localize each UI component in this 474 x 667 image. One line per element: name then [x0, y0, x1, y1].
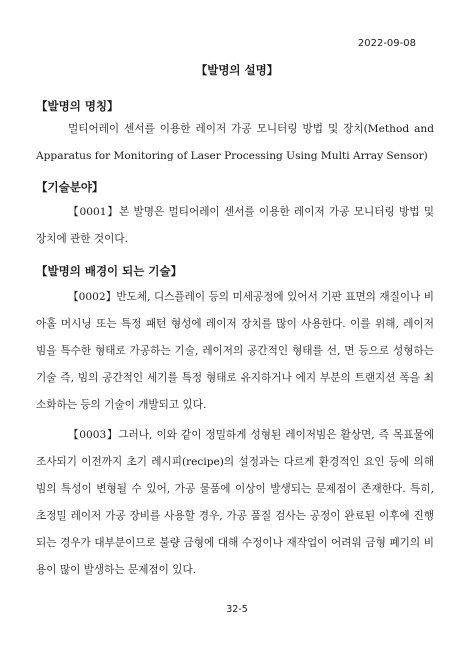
document-date: 2022-09-08 — [357, 38, 416, 49]
invention-name-text: 멀티어레이 센서를 이용한 레이저 가공 모니터링 방법 및 장치(Method and Apparatus for Monitoring of Laser Processing Using Multi Array Sensor) — [36, 123, 434, 162]
section-heading-background-art: 【발명의 배경이 되는 기술】 — [36, 264, 183, 278]
section-heading-invention-name: 【발명의 명칭】 — [36, 99, 119, 113]
page-number: 32-5 — [226, 604, 248, 615]
document-title: 【발명의 설명】 — [195, 63, 279, 77]
background-paragraph-0002: 【0002】반도체, 디스플레이 등의 미세공정에 있어서 기판 표면의 재질이나 비아홀 머시닝 또는 특정 패턴 형성에 레이저 장치를 많이 사용한다. 이를 위해, 레이저 빔을 특수한 형태로 가공하는 기술, 레이저의 공간적인 형태를 선, 면 등으로 성형하는 기술 즉, 빔의 공간적인 세기를 특정 형태로 유지하거나 에지 부분의 트랜지션 폭을 최소화하는 등의 기술이 개발되고 있다. — [36, 291, 434, 411]
section-heading-technical-field: 【기술분야】 — [36, 180, 104, 194]
technical-field-paragraph: 【0001】본 발명은 멀티어레이 센서를 이용한 레이저 가공 모니터링 방법 및 장치에 관한 것이다. — [36, 206, 434, 245]
background-paragraph-0003: 【0003】그러나, 이와 같이 정밀하게 성형된 레이저빔은 활상면, 즉 목표물에 조사되기 이전까지 초기 레시피(recipe)의 설정과는 다르게 환경적인 요인 등에 의해 빔의 특성이 변형될 수 있어, 가공 물품에 이상이 발생되는 문제점이 존재한다. 특히, 초정밀 레이저 가공 장비를 사용할 경우, 가공 품질 검사는 공정이 완료된 이후에 진행되는 경우가 대부분이므로 불량 금형에 대해 수정이나 재작업이 어려워 금형 폐기의 비용이 많이 발생하는 문제점이 있다. — [36, 429, 434, 576]
